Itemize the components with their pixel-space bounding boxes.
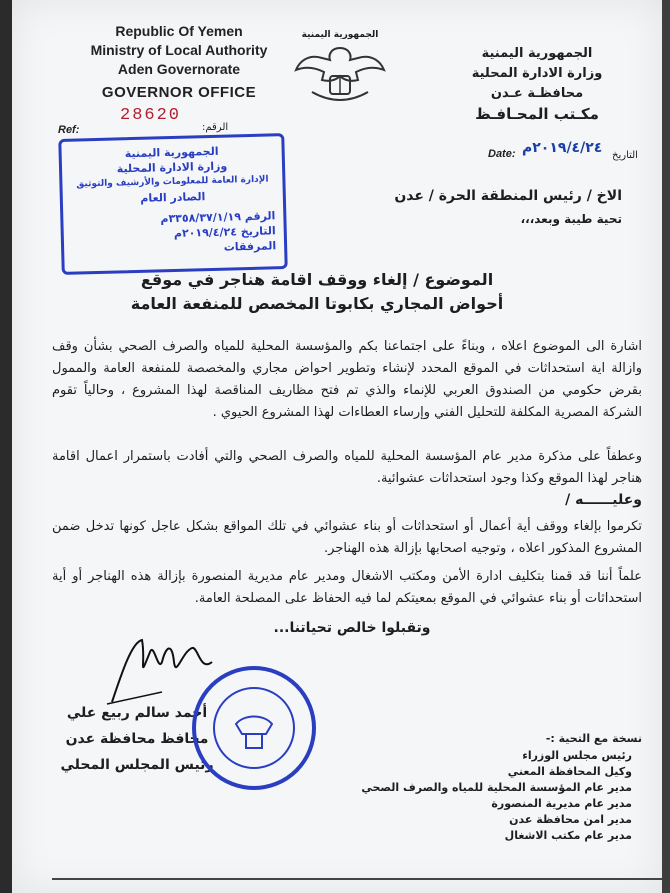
emblem — [290, 30, 390, 114]
footer-rule — [52, 878, 662, 880]
cc-heading: نسخة مع التحية :- — [545, 732, 642, 745]
signatory-title-1: محافظ محافظة عدن — [65, 731, 209, 747]
body-paragraph-2: وعطفاً على مذكرة مدير عام المؤسسة المحلية للمياه والصرف الصحي والتي أفادت باستمرار اعمال اقامة هناجر لهذا الموقع وكذا وجود استحداثات عشوائية. — [52, 449, 642, 486]
signatory-name: أحمد سالم ربيع علي — [66, 705, 208, 721]
letter-page — [12, 0, 662, 893]
emblem-caption: الجمهورية اليمنية — [301, 30, 379, 40]
therefore-heading: وعليــــــه / — [565, 492, 642, 508]
header-ar — [452, 44, 622, 124]
cc-item: مدير عام المؤسسة المحلية للمياه والصرف الصحي — [361, 781, 632, 794]
cc-item: مدير عام مكتب الاشغال — [504, 829, 632, 842]
header-ar-office: مكـتب المحـافـظ — [475, 105, 599, 123]
closing-line: وتقبلوا خالص تحياتنا... — [273, 620, 431, 636]
subject-line1: الموضوع / إلغاء ووقف اقامة هناجر في موقع — [140, 270, 494, 289]
stamp-line-outgoing: الصادر العام — [140, 190, 206, 205]
recipient: الاخ / رئيس المنطقة الحرة / عدن — [394, 188, 622, 204]
stamp-number: الرقم ٣٣٥٨/٣٧/١/١٩م — [160, 209, 276, 226]
header-en — [74, 22, 284, 102]
header-ar-governorate: محافظـة عـدن — [490, 86, 584, 101]
cc-item: رئيس مجلس الوزراء — [522, 749, 632, 762]
registry-stamp — [58, 133, 287, 275]
subject-line2: أحواض المجاري بكابوتا المخصص للمنفعة العامة — [130, 294, 504, 313]
stamp-line-dept: الإدارة العامة للمعلومات والأرشيف والتوثيق — [76, 174, 269, 190]
greeting: تحية طيبة وبعد،،، — [520, 212, 622, 226]
stamp-date: التاريخ ٢٠١٩/٤/٢٤م — [173, 224, 276, 240]
header-en-ministry: Ministry of Local Authority — [90, 42, 268, 58]
header-en-country: Republic Of Yemen — [115, 23, 243, 39]
yemen-eagle-icon — [292, 40, 388, 110]
date-label: Date: — [488, 148, 516, 160]
cc-list — [332, 748, 632, 844]
stamp-line-country: الجمهورية اليمنية — [124, 144, 219, 161]
official-seal — [190, 664, 318, 792]
stamp-line-ministry: وزارة الادارة المحلية — [116, 159, 228, 176]
date-label-ar: التاريخ — [612, 150, 638, 161]
date-value: ٢٠١٩/٤/٢٤م — [522, 140, 603, 156]
header-en-office: GOVERNOR OFFICE — [101, 84, 257, 101]
round-seal-icon — [190, 664, 318, 792]
cc-item: وكيل المحافظة المعني — [507, 765, 632, 778]
body-paragraph-1: اشارة الى الموضوع اعلاه ، وبناءً على اجتماعنا بكم والمؤسسة المحلية للمياه والصرف الصحي بشأن وقف وازالة اية استحداثات في الموقع المحدد لإنشاء وتطوير احواض مجاري والمخصصة للمنفعة العامة والممول بقرض حكومي من الصندوق العربي للإنماء والذي تم فتح مظاريف المناقصة لهذا المشروع ، وحالياً تقوم الشركة المصرية المكلفة للتحليل الفني وإرساء العطاءات لهذا المشروع الحيوي . — [52, 339, 642, 420]
body-paragraph-3: تكرموا بإلغاء ووقف أية أعمال أو استحداثات أو بناء عشوائي في تلك المواقع بشكل عاجل كونها تدخل ضمن المشروع المذكور اعلاه ، وتوجيه اصحابها بإزالة هذه الهناجر. — [52, 519, 642, 556]
subject — [82, 268, 552, 316]
header-en-governorate: Aden Governorate — [117, 61, 241, 77]
header-ar-ministry: وزارة الادارة المحلية — [471, 66, 603, 81]
cc-item: مدير امن محافظة عدن — [509, 813, 632, 826]
signatory-title-2: رئيس المجلس المحلي — [60, 757, 214, 773]
ref-number: 28620 — [120, 106, 182, 125]
cc-item: مدير عام مديرية المنصورة — [491, 797, 632, 810]
stamp-attachments: المرفقات — [223, 239, 277, 254]
body-paragraph-4: علماً أننا قد قمنا بتكليف ادارة الأمن ومكتب الاشغال ومدير عام مديرية المنصورة بإزالة هذه الهناجر أو أية استحداثات أو بناء عشوائي في الموقع بمعيتكم لما فيه الحفاظ على المصلحة العامة. — [52, 569, 642, 606]
header-ar-country: الجمهورية اليمنية — [481, 46, 593, 61]
ref-label: Ref: — [58, 124, 80, 136]
ref-label-ar: الرقم: — [202, 122, 229, 133]
